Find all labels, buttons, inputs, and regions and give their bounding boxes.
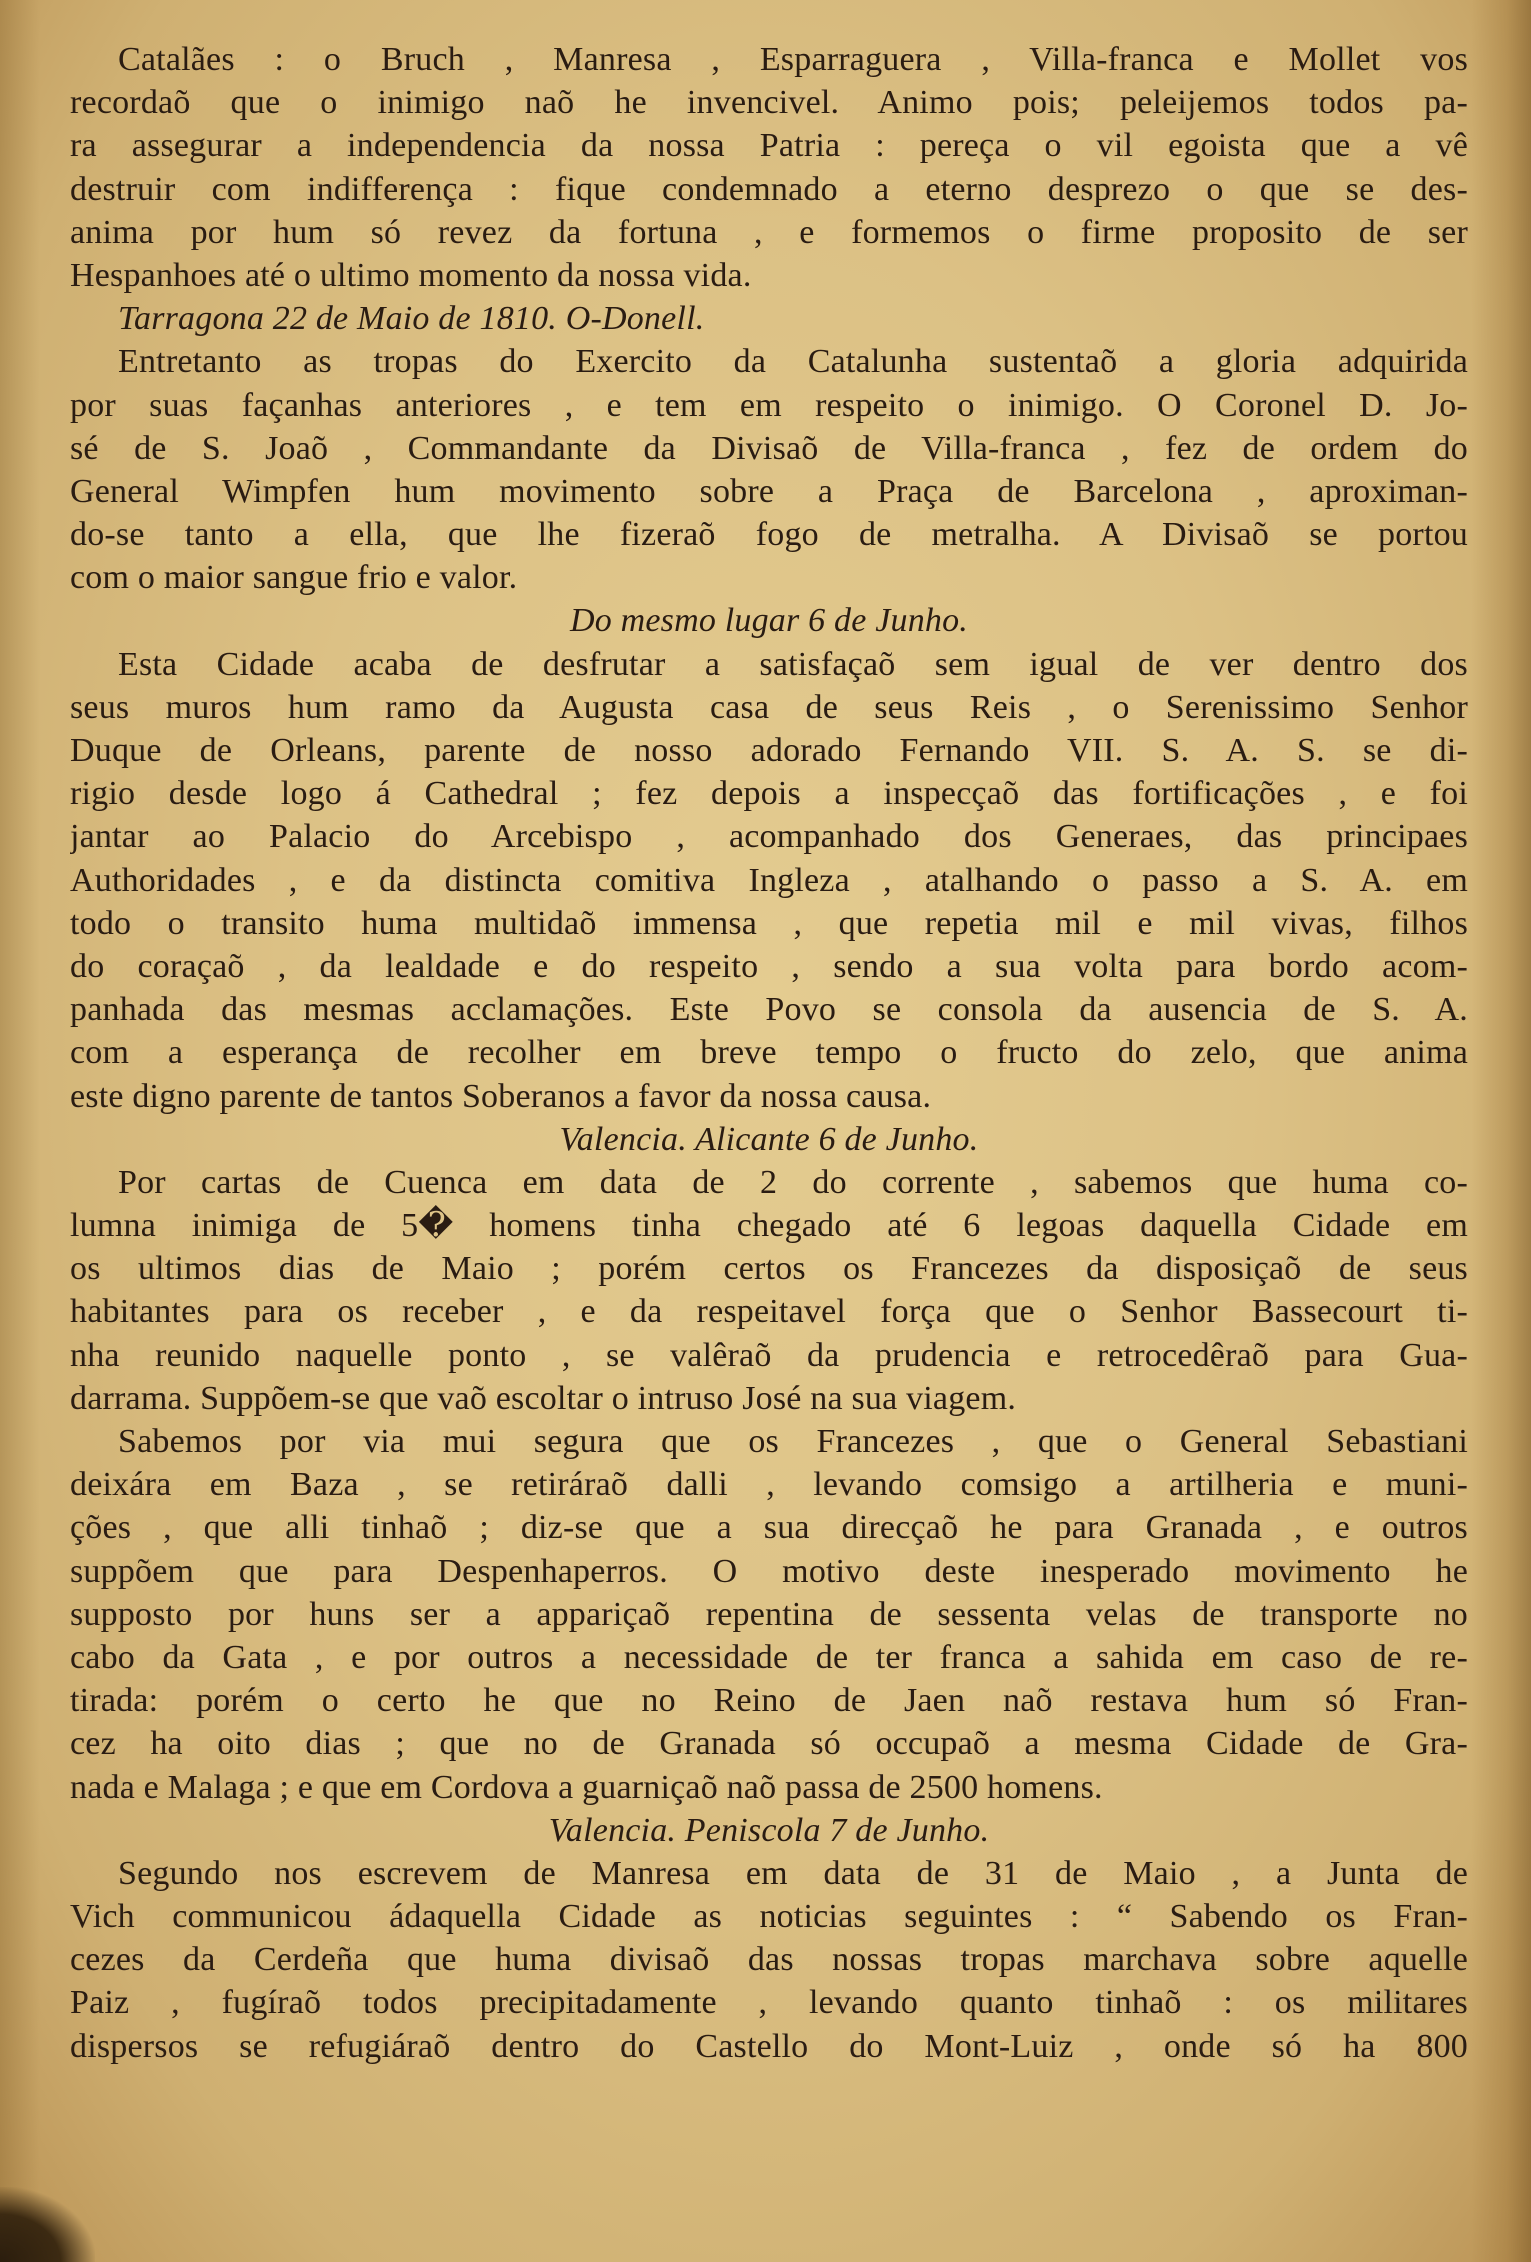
section-heading: Valencia. Alicante 6 de Junho. bbox=[559, 1120, 979, 1158]
text-line: destruir com indifferença : fique condemnado a eterno desprezo o que se des- bbox=[70, 170, 1468, 208]
text-line: cabo da Gata , e por outros a necessidade de ter franca a sahida em caso de re- bbox=[70, 1638, 1468, 1676]
text-line: nha reunido naquelle ponto , se valêraõ da prudencia e retrocedêraõ para Gua- bbox=[70, 1336, 1468, 1374]
text-line: General Wimpfen hum movimento sobre a Praça de Barcelona , aproximan- bbox=[70, 472, 1468, 510]
text-line: rigio desde logo á Cathedral ; fez depois a inspecçaõ das fortificações , e foi bbox=[70, 775, 1468, 813]
text-line: panhada das mesmas acclamações. Este Povo se consola da ausencia de S. A. bbox=[70, 991, 1468, 1029]
text-line: por suas façanhas anteriores , e tem em respeito o inimigo. O Coronel D. Jo- bbox=[70, 386, 1468, 424]
torn-corner bbox=[0, 2187, 95, 2262]
text-line: os ultimos dias de Maio ; porém certos os Francezes da disposiçaõ de seus bbox=[70, 1250, 1468, 1288]
text-line: do coraçaõ , da lealdade e do respeito , sendo a sua volta para bordo acom- bbox=[70, 947, 1468, 985]
text-line: Sabemos por via mui segura que os Francezes , que o General Sebastiani bbox=[118, 1423, 1468, 1460]
text-line: Authoridades , e da distincta comitiva Ingleza , atalhando o passo a S. A. em bbox=[70, 861, 1468, 899]
text-line: Hespanhoes até o ultimo momento da nossa vida. bbox=[70, 256, 752, 294]
text-line: Vich communicou ádaquella Cidade as noticias seguintes : “ Sabendo os Fran- bbox=[70, 1898, 1468, 1936]
text-line: sé de S. Joaõ , Commandante da Divisaõ de Villa-franca , fez de ordem do bbox=[70, 429, 1468, 467]
text-line: darrama. Suppõem-se que vaõ escoltar o intruso José na sua viagem. bbox=[70, 1379, 1017, 1417]
text-line: com o maior sangue frio e valor. bbox=[70, 559, 518, 597]
text-line: todo o transito huma multidaõ immensa , que repetia mil e mil vivas, filhos bbox=[70, 904, 1468, 942]
text-line: suppõem que para Despenhaperros. O motivo deste inesperado movimento he bbox=[70, 1552, 1468, 1590]
text-line: anima por hum só revez da fortuna , e formemos o firme proposito de ser bbox=[70, 213, 1468, 251]
text-line: Paiz , fugíraõ todos precipitadamente , levando quanto tinhaõ : os militares bbox=[70, 1984, 1468, 2022]
text-line: Entretanto as tropas do Exercito da Catalunha sustentaõ a gloria adquirida bbox=[118, 343, 1468, 381]
article-text bbox=[70, 38, 1468, 2068]
text-line: ra assegurar a independencia da nossa Patria : pereça o vil egoista que a vê bbox=[70, 127, 1468, 165]
text-line: tirada: porém o certo he que no Reino de Jaen naõ restava hum só Fran- bbox=[70, 1682, 1468, 1720]
section-heading: Valencia. Peniscola 7 de Junho. bbox=[548, 1811, 990, 1849]
text-line: seus muros hum ramo da Augusta casa de seus Reis , o Serenissimo Senhor bbox=[70, 688, 1468, 726]
text-line: Esta Cidade acaba de desfrutar a satisfaçaõ sem igual de ver dentro dos bbox=[118, 645, 1468, 683]
dateline-signature: Tarragona 22 de Maio de 1810. O-Donell. bbox=[118, 300, 705, 338]
page-edge-shadow-left bbox=[0, 0, 40, 2262]
text-line: habitantes para os receber , e da respeitavel força que o Senhor Bassecourt ti- bbox=[70, 1293, 1468, 1331]
text-line: jantar ao Palacio do Arcebispo , acompanhado dos Generaes, das principaes bbox=[70, 818, 1468, 856]
text-line: supposto por huns ser a appariçaõ repentina de sessenta velas de transporte no bbox=[70, 1595, 1468, 1633]
section-heading: Do mesmo lugar 6 de Junho. bbox=[569, 602, 969, 640]
text-line: nada e Malaga ; e que em Cordova a guarniçaõ naõ passa de 2500 homens. bbox=[70, 1768, 1103, 1806]
text-line: este digno parente de tantos Soberanos a favor da nossa causa. bbox=[70, 1077, 932, 1115]
text-line: recordaõ que o inimigo naõ he invencivel. Animo pois; peleijemos todos pa- bbox=[70, 84, 1468, 122]
text-line: ções , que alli tinhaõ ; diz-se que a sua direcçaõ he para Granada , e outros bbox=[70, 1509, 1468, 1547]
text-line: do-se tanto a ella, que lhe fizeraõ fogo de metralha. A Divisaõ se portou bbox=[70, 516, 1468, 554]
text-line: cez ha oito dias ; que no de Granada só occupaõ a mesma Cidade de Gra- bbox=[70, 1725, 1468, 1763]
text-line: Duque de Orleans, parente de nosso adorado Fernando VII. S. A. S. se di- bbox=[70, 732, 1468, 769]
text-line: lumna inimiga de 5� homens tinha chegado até 6 legoas daquella Cidade em bbox=[70, 1207, 1468, 1245]
text-line: Catalães : o Bruch , Manresa , Esparraguera , Villa-franca e Mollet vos bbox=[118, 41, 1468, 78]
text-line: cezes da Cerdeña que huma divisaõ das nossas tropas marchava sobre aquelle bbox=[70, 1941, 1468, 1979]
text-line: deixára em Baza , se retiráraõ dalli , levando comsigo a artilheria e muni- bbox=[70, 1466, 1468, 1504]
text-line: com a esperança de recolher em breve tempo o fructo do zelo, que anima bbox=[70, 1034, 1468, 1072]
text-line: Por cartas de Cuenca em data de 2 do corrente , sabemos que huma co- bbox=[118, 1163, 1468, 1201]
text-line: dispersos se refugiáraõ dentro do Castello do Mont-Luiz , onde só ha 800 bbox=[70, 2027, 1468, 2065]
page-edge-shadow-right bbox=[1471, 0, 1531, 2262]
text-line: Segundo nos escrevem de Manresa em data de 31 de Maio , a Junta de bbox=[118, 1854, 1468, 1892]
